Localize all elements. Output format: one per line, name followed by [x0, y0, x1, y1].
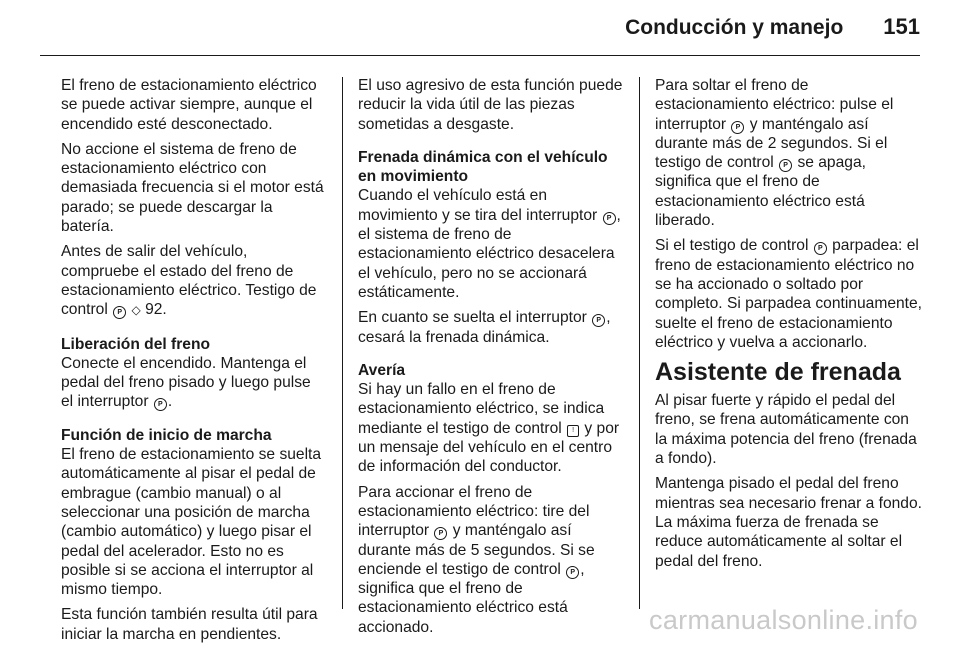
- paragraph: [358, 308, 624, 347]
- column-3: [655, 76, 923, 577]
- paragraph: Al pisar fuerte y rápido el pedal del freno, se frena automáticamente con la máxima potencia del freno (frenada a fondo).: [655, 392, 917, 468]
- paragraph: [358, 186, 624, 302]
- epb-icon: P: [603, 212, 616, 225]
- epb-icon: P: [113, 306, 126, 319]
- paragraph: El freno de estacionamiento se suelta automáticamente al pisar el pedal de embrague (cambio manual) o al seleccionar una posición de marcha (cambio automático) y luego pisar el pedal del acelerador. Esto no es posible si se acciona el interruptor al mismo tiempo.: [61, 446, 322, 599]
- paragraph: [655, 76, 923, 230]
- page-number: 151: [883, 14, 920, 39]
- paragraph: [61, 354, 325, 412]
- paragraph-text: , cesará la frenada dinámica.: [358, 309, 611, 346]
- section-heading: Avería: [358, 361, 406, 379]
- page-ref: 92.: [145, 301, 167, 319]
- paragraph: Esta función también resulta útil para iniciar la marcha en pendientes.: [61, 606, 318, 643]
- paragraph-text: , significa que el freno de estacionamiento eléctrico está accionado.: [358, 560, 585, 636]
- fault-icon: !: [567, 425, 579, 437]
- paragraph: El freno de estacionamiento eléctrico se puede activar siempre, aunque el encendido esté desconectado.: [61, 77, 317, 133]
- column-divider: [342, 77, 343, 609]
- paragraph-text: y por un mensaje del vehículo en el centro de información del conductor.: [358, 419, 620, 476]
- column-2: [358, 76, 624, 643]
- header-rule: [40, 55, 920, 56]
- paragraph: El uso agresivo de esta función puede reducir la vida útil de las piezas sometidas a desgaste.: [358, 77, 623, 133]
- watermark: carmanualsonline.info: [649, 605, 918, 635]
- chapter-title: Conducción y manejo: [625, 16, 844, 39]
- paragraph: [655, 236, 923, 352]
- paragraph-text: Antes de salir del vehículo, compruebe el estado del freno de estacionamiento eléctrico. Testigo de control: [61, 243, 317, 319]
- paragraph-text: se apaga, significa que el freno de estacionamiento eléctrico está liberado.: [655, 154, 866, 230]
- paragraph-text: y manténgalo así durante más de 5 segundos. Si se enciende el testigo de control: [358, 522, 595, 578]
- epb-icon: P: [779, 159, 792, 172]
- section-heading: Frenada dinámica con el vehículo en movimiento: [358, 148, 608, 186]
- paragraph-text: y manténgalo así durante más de 2 segundos. Si el testigo de control: [655, 115, 888, 172]
- column-divider: [639, 77, 640, 609]
- epb-icon: P: [434, 527, 447, 540]
- paragraph-text: En cuanto se suelta el interruptor: [358, 309, 587, 327]
- paragraph-text: Cuando el vehículo está en movimiento y se tira del interruptor: [358, 187, 598, 224]
- paragraph-text: Si el testigo de control: [655, 237, 809, 255]
- epb-icon: P: [154, 398, 167, 411]
- epb-icon: P: [814, 242, 827, 255]
- epb-icon: P: [592, 314, 605, 327]
- paragraph-text: .: [167, 393, 173, 411]
- paragraph: [358, 483, 624, 637]
- paragraph-text: Conecte el encendido. Mantenga el pedal del freno pisado y luego pulse el interruptor: [61, 354, 311, 411]
- paragraph: [358, 380, 624, 476]
- paragraph-text: , el sistema de freno de estacionamiento eléctrico desacelera el vehículo, pero no se accionará estáticamente.: [358, 206, 621, 301]
- paragraph-text: Para soltar el freno de estacionamiento eléctrico: pulse el interruptor: [655, 77, 894, 133]
- paragraph: No accione el sistema de freno de estacionamiento eléctrico con demasiada frecuencia si el motor está parado; se puede descargar la batería.: [61, 140, 324, 236]
- section-title: Asistente de frenada: [655, 358, 901, 387]
- paragraph-text: Si hay un fallo en el freno de estacionamiento eléctrico, se indica mediante el testigo de control: [358, 381, 605, 437]
- paragraph-text: parpadea: el freno de estacionamiento eléctrico no se ha accionado o soltado por completo. Si parpadea continuamente, suelte el freno de estacionamiento eléctrico y vuelva a accionarlo.: [655, 237, 922, 351]
- section-heading: Función de inicio de marcha: [61, 426, 272, 444]
- paragraph: [61, 242, 325, 320]
- page-header: [625, 14, 920, 40]
- column-1: [61, 76, 325, 650]
- epb-icon: P: [566, 566, 579, 579]
- paragraph-text: Para accionar el freno de estacionamiento eléctrico: tire del interruptor: [358, 483, 590, 540]
- section-heading: Liberación del freno: [61, 335, 211, 353]
- epb-icon: P: [731, 121, 744, 134]
- paragraph: Mantenga pisado el pedal del freno mientras sea necesario frenar a fondo. La máxima fuerza de frenada se reduce automáticamente al soltar el pedal del freno.: [655, 475, 922, 570]
- arrow-ref-icon: ◇: [131, 303, 141, 318]
